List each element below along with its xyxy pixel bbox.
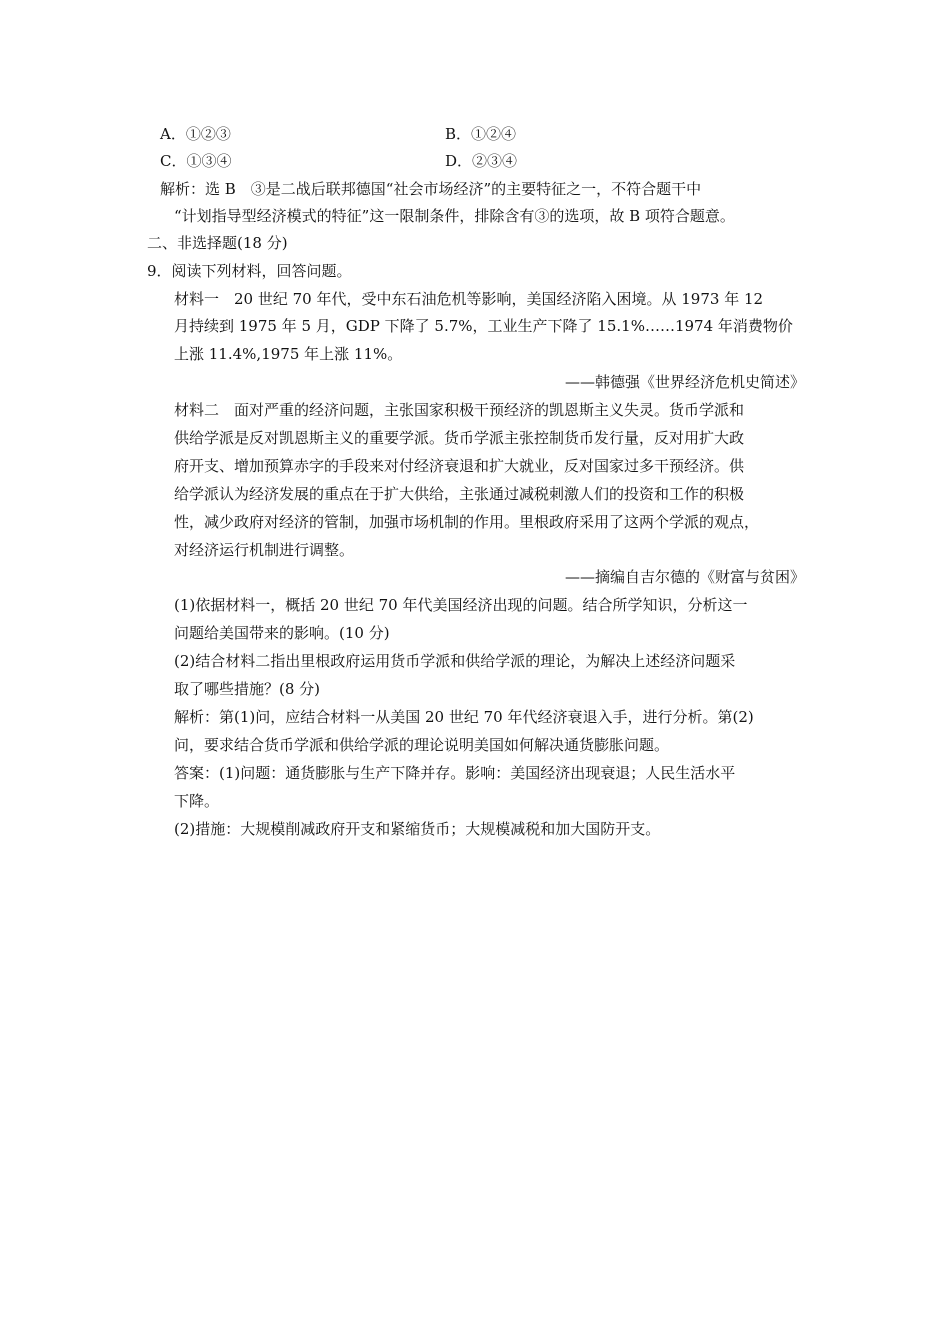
material2-line-5: 性，减少政府对经济的管制，加强市场机制的作用。里根政府采用了这两个学派的观点， (174, 513, 760, 531)
material2-line-1: 材料二 面对严重的经济问题，主张国家积极干预经济的凯恩斯主义失灵。货币学派和 (174, 401, 745, 419)
option-d: D．②③④ (445, 152, 518, 170)
analysis-line-2: 问，要求结合货币学派和供给学派的理论说明美国如何解决通货膨胀问题。 (174, 736, 670, 754)
q8-analysis-line-2: “计划指导型经济模式的特征”这一限制条件，排除含有③的选项，故 B 项符合题意。 (174, 207, 735, 225)
question-stem: 9．阅读下列材料，回答问题。 (147, 262, 352, 280)
option-row-ab (160, 121, 720, 147)
material1-source: ——韩德强《世界经济危机史简述》 (564, 373, 805, 391)
material1-line-1: 材料一 20 世纪 70 年代，受中东石油危机等影响，美国经济陷入困境。从 1973 年 12 (174, 290, 764, 308)
sub-question-1-line-2: 问题给美国带来的影响。(10 分) (174, 624, 390, 642)
option-b: B．①②④ (445, 125, 517, 143)
sub-question-1-line-1: (1)依据材料一，概括 20 世纪 70 年代美国经济出现的问题。结合所学知识，分析这一 (174, 596, 748, 614)
material2-line-4: 给学派认为经济发展的重点在于扩大供给，主张通过减税刺激人们的投资和工作的积极 (174, 485, 745, 503)
analysis-line-1: 解析：第(1)问，应结合材料一从美国 20 世纪 70 年代经济衰退入手，进行分析。第(2) (174, 708, 754, 726)
material2-line-3: 府开支、增加预算赤字的手段来对付经济衰退和扩大就业，反对国家过多干预经济。供 (174, 457, 745, 475)
option-row-cd (160, 148, 720, 174)
material2-line-2: 供给学派是反对凯恩斯主义的重要学派。货币学派主张控制货币发行量，反对用扩大政 (174, 429, 745, 447)
section-title: 二、非选择题(18 分) (147, 234, 288, 252)
material2-source: ——摘编自吉尔德的《财富与贫困》 (564, 568, 805, 586)
sub-question-2-line-1: (2)结合材料二指出里根政府运用货币学派和供给学派的理论，为解决上述经济问题采 (174, 652, 736, 670)
option-c: C．①③④ (160, 152, 232, 170)
answer-line-2: 下降。 (174, 792, 220, 810)
answer-line-3: (2)措施：大规模削减政府开支和紧缩货币；大规模减税和加大国防开支。 (174, 820, 661, 838)
q8-analysis-line-1: 解析：选 B ③是二战后联邦德国“社会市场经济”的主要特征之一，不符合题干中 (160, 180, 702, 198)
material1-line-3: 上涨 11.4%,1975 年上涨 11%。 (174, 345, 403, 363)
option-a: A．①②③ (160, 125, 231, 143)
material1-line-2: 月持续到 1975 年 5 月，GDP 下降了 5.7%，工业生产下降了 15.1%……1974 年消费物价 (174, 317, 793, 335)
sub-question-2-line-2: 取了哪些措施？(8 分) (174, 680, 321, 698)
material2-line-6: 对经济运行机制进行调整。 (174, 541, 355, 559)
answer-line-1: 答案：(1)问题：通货膨胀与生产下降并存。影响：美国经济出现衰退；人民生活水平 (174, 764, 736, 782)
